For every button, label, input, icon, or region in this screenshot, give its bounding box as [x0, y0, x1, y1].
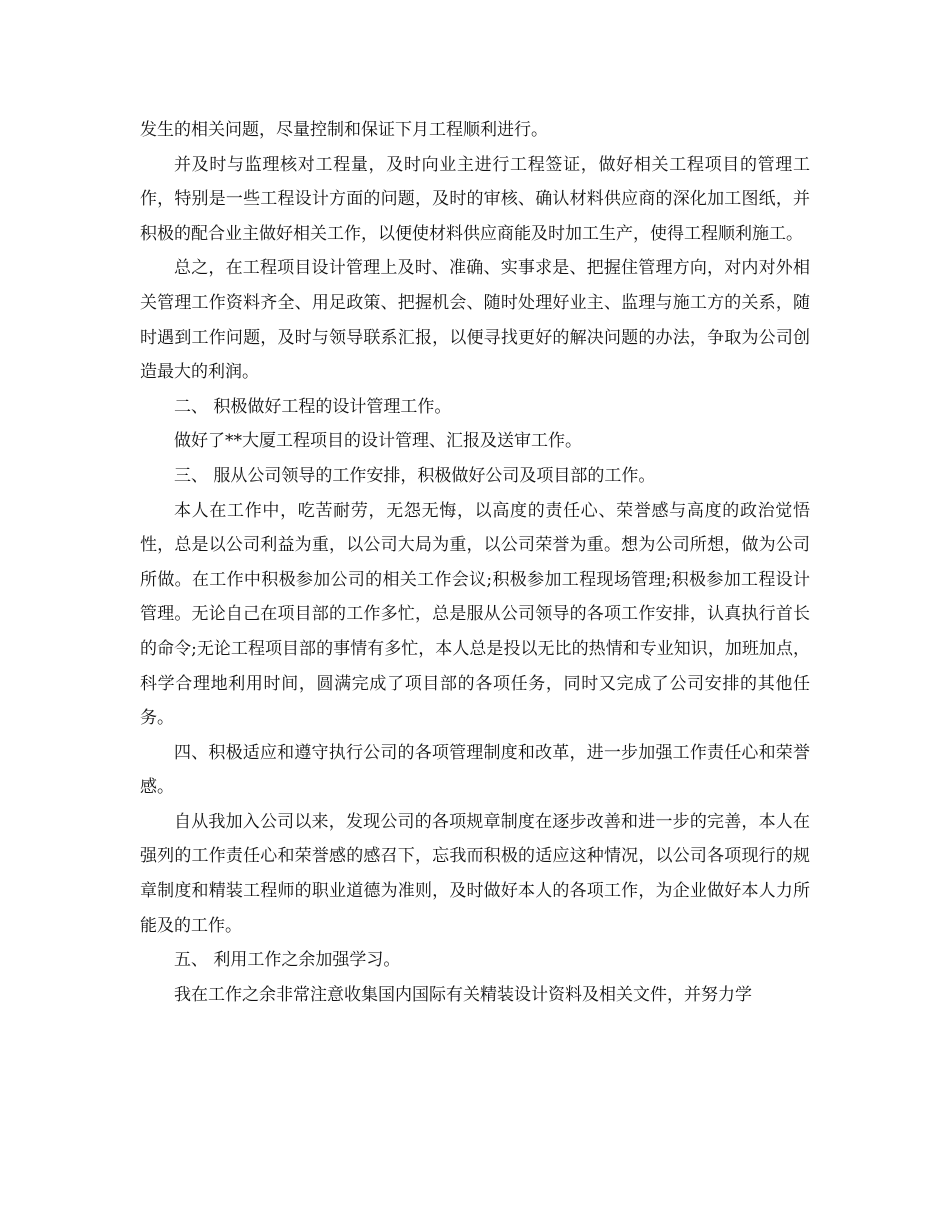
paragraph-11: 我在工作之余非常注意收集国内国际有关精装设计资料及相关文件，并努力学 — [174, 984, 752, 1005]
paragraph-2: 并及时与监理核对工程量，及时向业主进行工程签证，做好相关工程项目的管理工作，特别是一些工程设计方面的问题，及时的审核、确认材料供应商的深化加工图纸，并积极的配合业主做好相关工作，以便使材料供应商能及时加工生产，使得工程顺利施工。 — [140, 154, 810, 244]
section-heading-4: 四、积极适应和遵守执行公司的各项管理制度和改革，进一步加强工作责任心和荣誉感。 — [140, 742, 810, 798]
section-heading-2: 二、 积极做好工程的设计管理工作。 — [174, 396, 452, 417]
paragraph-1: 发生的相关问题，尽量控制和保证下月工程顺利进行。 — [140, 120, 548, 140]
paragraph-3: 总之，在工程项目设计管理上及时、准确、实事求是、把握住管理方向，对内对外相关管理工作资料齐全、用足政策、把握机会、随时处理好业主、监理与施工方的关系，随时遇到工作问题，及时与领导联系汇报，以便寻找更好的解决问题的办法，争取为公司创造最大的利润。 — [140, 258, 810, 383]
paragraph-9: 自从我加入公司以来，发现公司的各项规章制度在逐步改善和进一步的完善，本人在强列的工作责任心和荣誉感的感召下，忘我而积极的适应这种情况，以公司各项现行的规章制度和精装工程师的职业道德为准则，及时做好本人的各项工作，为企业做好本人力所能及的工作。 — [140, 811, 810, 936]
document-body — [140, 113, 810, 1012]
paragraph-5: 做好了**大厦工程项目的设计管理、汇报及送审工作。 — [174, 431, 582, 452]
section-heading-5: 五、 利用工作之余加强学习。 — [174, 950, 401, 971]
paragraph-7: 本人在工作中，吃苦耐劳，无怨无悔，以高度的责任心、荣誉感与高度的政治觉悟性，总是以公司利益为重，以公司大局为重，以公司荣誉为重。想为公司所想，做为公司所做。在工作中积极参加公司的相关工作会议;积极参加工程现场管理;积极参加工程设计管理。无论自己在项目部的工作多忙，总是服从公司领导的各项工作安排，认真执行首长的命令;无论工程项目部的事情有多忙，本人总是投以无比的热情和专业知识，加班加点，科学合理地利用时间，圆满完成了项目部的各项任务，同时又完成了公司安排的其他任务。 — [140, 500, 810, 729]
section-heading-3: 三、 服从公司领导的工作安排，积极做好公司及项目部的工作。 — [174, 465, 656, 486]
